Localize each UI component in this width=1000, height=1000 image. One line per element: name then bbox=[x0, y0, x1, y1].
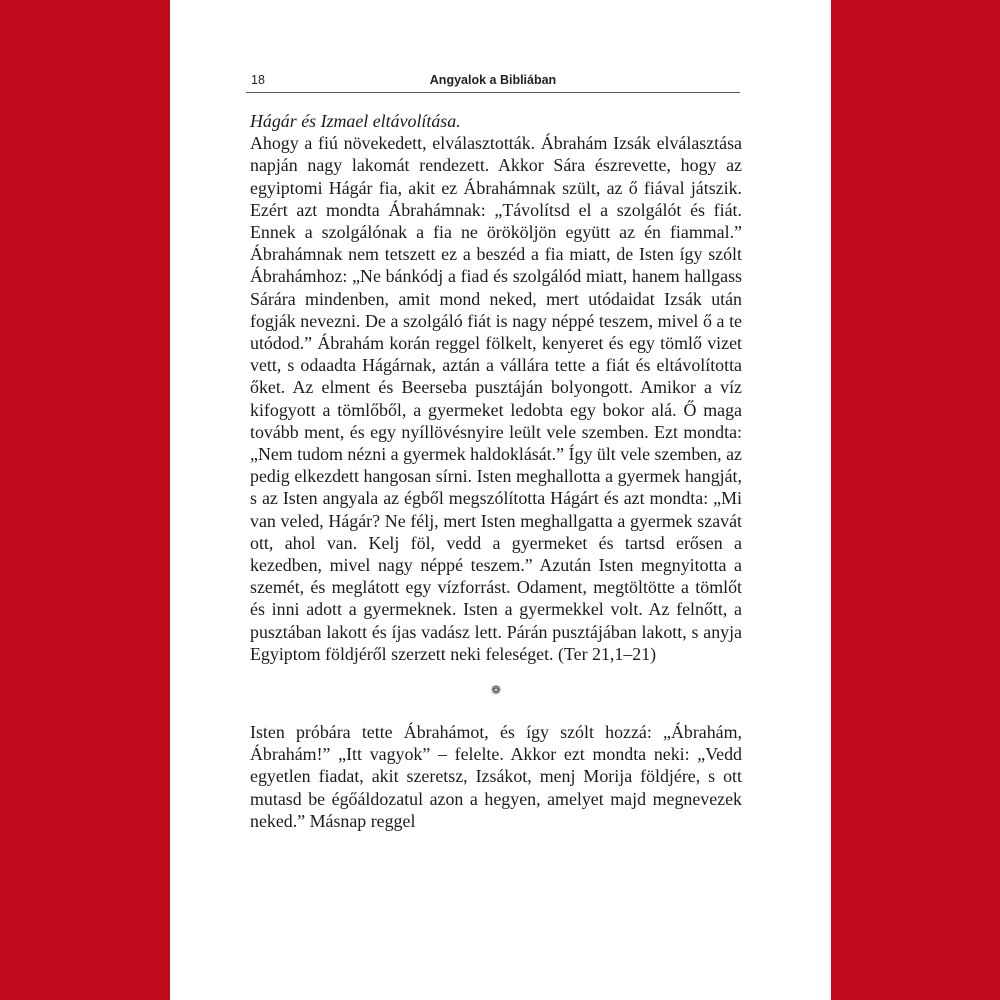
page-header bbox=[246, 70, 740, 93]
running-title: Angyalok a Bibliában bbox=[429, 73, 557, 87]
flower-ornament-icon: ❁ bbox=[490, 683, 502, 698]
book-page bbox=[170, 0, 831, 1000]
paragraph-2: Isten próbára tette Ábrahámot, és így szólt hozzá: „Ábrahám, Ábrahám!” „Itt vagyok” – felelte. Akkor ezt mondta neki: „Vedd egyetlen fiadat, akit szeretsz, Izsákot, menj Morija földjére, s ott mutasd be égőáldozatul azon a hegyen, amelyet majd megnevezek neked.” Másnap reggel bbox=[250, 722, 742, 831]
page-body bbox=[250, 110, 742, 832]
paragraph-1: Ahogy a fiú növekedett, elválasztották. Ábrahám Izsák elválasztása napján nagy lakomát rendezett. Akkor Sára észrevette, hogy az egyiptomi Hágár fia, akit ez Ábrahámnak szült, az ő fiával játszik. Ezért azt mondta Ábrahámnak: „Távolítsd el a szolgálót és fiát. Ennek a szolgálónak a fia ne örököljön együtt az én fiammal.” Ábrahámnak nem tetszett ez a beszéd a fia miatt, de Isten így szólt Ábrahámhoz: „Ne bánkódj a fiad és szolgálód miatt, hanem hallgass Sárára mindenben, amit mond neked, mert utódaidat Izsák után fogják nevezni. De a szolgáló fiát is nagy néppé teszem, mivel ő a te utódod.” Ábrahám korán reggel fölkelt, kenyeret és egy tömlő vizet vett, s odaadta Hágárnak, aztán a vállára tette a fiát és eltávolította őket. Az elment és Beerseba pusztáján bolyongott. Amikor a víz kifogyott a tömlőből, a gyermeket ledobta egy bokor alá. Ő maga tovább ment, és egy nyíllövésnyire leült vele szemben. Ezt mondta: „Nem tudom nézni a gyermek haldoklását.” Így ült vele szemben, az pedig elkezdett hangosan sírni. Isten meghallotta a gyermek hangját, s az Isten angyala az égből megszólította Hágárt és azt mondta: „Mi van veled, Hágár? Ne félj, mert Isten meghallgatta a gyermek szavát ott, ahol van. Kelj föl, vedd a gyermeket és tartsd erősen a kezedben, mivel nagy néppé teszem.” Azután Isten megnyitotta a szemét, és meglátott egy vízforrást. Odament, megtöltötte a tömlőt és inni adott a gyermeknek. Isten a gyermekkel volt. Az felnőtt, a pusztában lakott és íjas vadász lett. Párán pusztájában lakott, s anyja Egyiptom földjéről szerzett neki feleséget. (Ter 21,1–21) bbox=[250, 133, 742, 664]
section-subtitle: Hágár és Izmael eltávolítása. bbox=[250, 111, 461, 131]
page-number: 18 bbox=[251, 73, 265, 87]
